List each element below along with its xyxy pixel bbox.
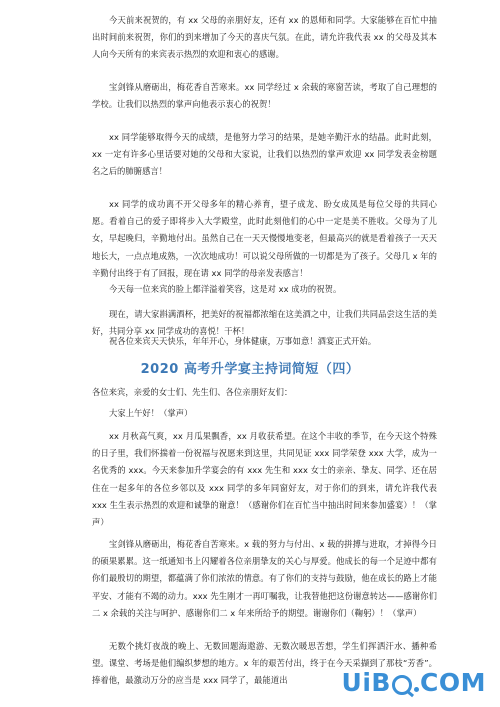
watermark-q-glyph	[392, 675, 412, 695]
paragraph: 各位来宾，亲爱的女士们、先生们、各位亲朋好友们：	[92, 387, 293, 397]
paragraph: xx 同学的成功离不开父母多年的精心养育，望子成龙、盼女成凤是每位父母的共同心愿。看着自己的爱子即将步入大学殿堂，此时此刻他们的心中一定是美不胜收。父母为了儿女，早起晚归，辛勤地付出。虽然自己在一天天慢慢地变老，但最高兴的就是看着孩子一天天地长大，一点点地成熟，一次次地成功！可以说父母所做的一切都是为了孩子。父母几 x 年的辛勤付出终于有了回报，现在请 xx 同学的母亲发表感言！	[92, 199, 437, 278]
paragraph: 现在，请大家斟满酒杯，把美好的祝福都浓缩在这美酒之中，让我们共同品尝这生活的美好，共同分享 xx 同学成功的喜悦！干杯！	[92, 309, 437, 337]
paragraph: xx 同学能够取得今天的成绩，是他努力学习的结果，是她辛勤汗水的结晶。此时此刻，xx 一定有许多心里话要对她的父母和大家说，让我们以热烈的掌声欢迎 xx 同学发表金榜题名之后的肺腑感言！	[92, 132, 437, 177]
watermark-letter: C	[419, 668, 439, 697]
paragraph: xx 月秋高气爽，xx 月瓜果飘香，xx 月收获希望。在这个丰收的季节，在今天这个特殊的日子里，我们怀揣着一份祝福与祝愿来到这里，共同见证 xxx 同学荣登 xxx 大学，成为一名优秀的 xxx。今天来参加升学宴会的有 xxx 先生和 xxx 女士的亲亲、挚友、同学、还在居住在一起多年的各位乡邻以及 xxx 同学的多年同窗好友，对于你们的到来，请允许我代表 xxx 生生表示热烈的欢迎和诚挚的谢意！（感谢你们在百忙当中抽出时间来参加盛宴）！（掌声）	[92, 431, 437, 528]
paragraph: 宝剑锋从磨砺出，梅花香自苦寒来。xx 同学经过 x 余载的寒窗苦读，考取了自己理想的学校。让我们以热烈的掌声向他表示衷心的祝贺！	[92, 82, 437, 110]
watermark-letter: M	[460, 668, 486, 697]
watermark-letter: U	[341, 668, 363, 697]
paragraph: 无数个挑灯夜战的晚上、无数回题海遨游、无数次暖思苦想，学生们挥洒汗水、播种希望。课堂、考场是他们编织梦想的地方。x 年的艰苦付出，终于在今天采撷到了那枝“芳香”。捧着他，最激动万分的应当是 xxx 同学了，最能道出	[92, 641, 437, 686]
paragraph: 祝各位来宾天天快乐，年年开心，身体健康，万事如意！酒宴正式开始。	[109, 336, 377, 346]
watermark-letter: i	[362, 668, 372, 697]
section-heading: 2020 高考升学宴主持词简短（四）	[140, 362, 360, 377]
paragraph: 今天前来祝贺的，有 xx 父母的亲朋好友，还有 xx 的恩师和同学。大家能够在百忙中抽出时间前来祝贺，你们的到来增加了今天的喜庆气氛。在此，请允许我代表 xx 的父母及其本人向今天所有的来宾表示热烈的欢迎和衷心的感谢。	[92, 15, 437, 60]
paragraph: 大家上午好！（掌声）	[109, 408, 193, 418]
watermark-letter: O	[438, 668, 461, 697]
watermark-dot	[414, 687, 419, 692]
paragraph: 宝剑锋从磨砺出，梅花香自苦寒来。x 载的努力与付出、x 载的拼搏与进取，才掉得今日的硕果累累。这一纸通知书上闪耀着各位亲朋挚友的关心与厚爱。他成长的每一个足迹中都有你们最殷切的期望，都蕴满了你们浓浓的情意。有了你们的支持与鼓励，他在成长的路上才能平安、才能有不竭的动力。xxx 先生刚才一再叮嘱我，让我替他把这份谢意转达——感谢你们二 x 余载的关注与呵护、感谢你们二 x 年来所给予的期望。谢谢你们（鞠躬）！（掌声）	[92, 539, 437, 618]
watermark-letter: B	[371, 668, 391, 697]
site-watermark-logo	[342, 668, 486, 697]
paragraph: 今天每一位来宾的脸上都洋溢着笑容，这是对 xx 成功的祝贺。	[109, 284, 342, 294]
